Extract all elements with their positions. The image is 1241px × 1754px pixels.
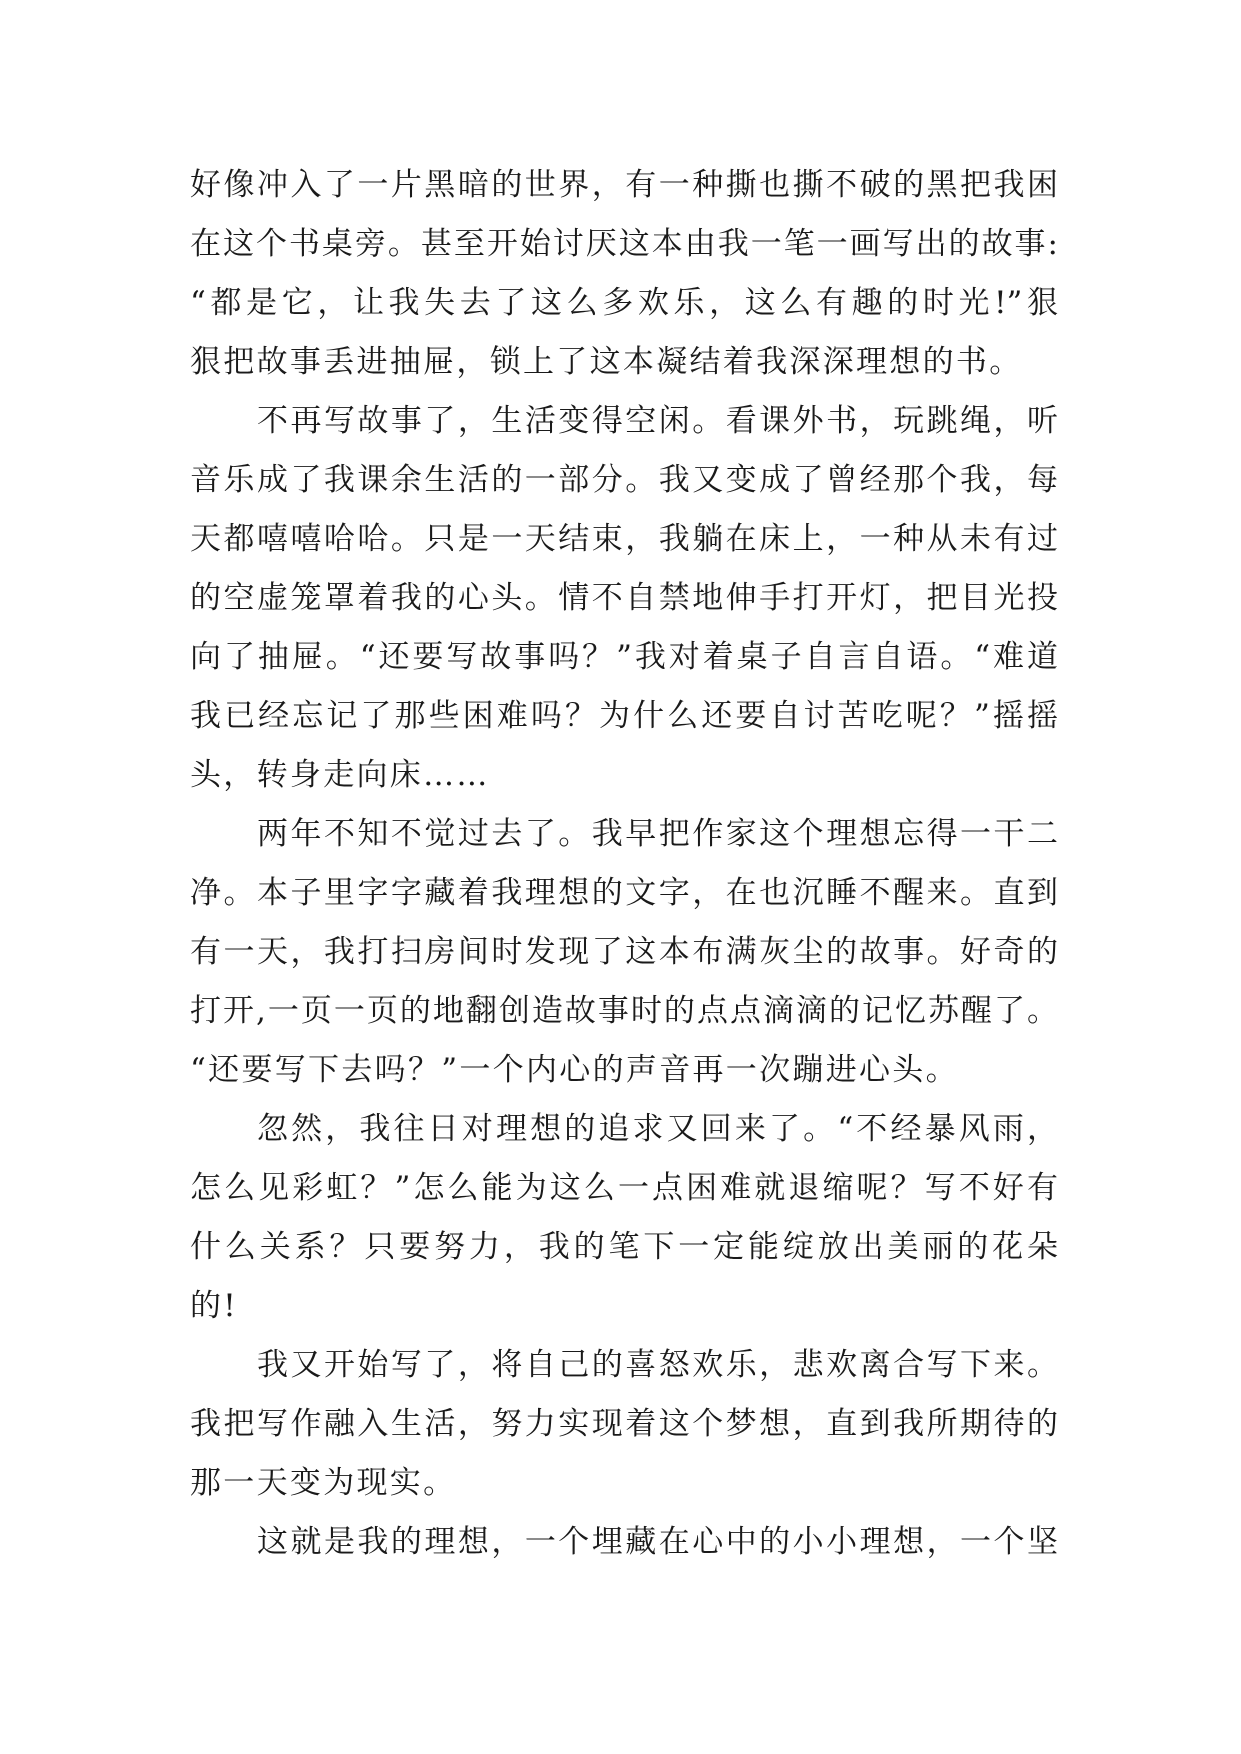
text-line: 的! — [190, 1288, 239, 1324]
text-line: 什么关系？只要努力，我的笔下一定能绽放出美丽的花朵 — [190, 1229, 1058, 1265]
text-line: 的空虚笼罩着我的心头。情不自禁地伸手打开灯，把目光投 — [190, 580, 1058, 616]
text-line: 那一天变为现实。 — [190, 1465, 457, 1501]
text-line: 音乐成了我课余生活的一部分。我又变成了曾经那个我，每 — [190, 462, 1058, 498]
paragraph — [190, 1100, 1058, 1336]
text-line: 两年不知不觉过去了。我早把作家这个理想忘得一干二 — [257, 816, 1058, 852]
text-line: 我已经忘记了那些困难吗？为什么还要自讨苦吃呢？”摇摇 — [190, 698, 1058, 734]
text-line: 净。本子里字字藏着我理想的文字，在也沉睡不醒来。直到 — [190, 875, 1058, 911]
text-line: 天都嘻嘻哈哈。只是一天结束，我躺在床上，一种从未有过 — [190, 521, 1058, 557]
paragraph — [190, 1336, 1058, 1513]
paragraph — [190, 156, 1058, 392]
paragraph — [190, 805, 1058, 1100]
text-line: 好像冲入了一片黑暗的世界，有一种撕也撕不破的黑把我困 — [190, 167, 1058, 203]
text-line: 打开,一页一页的地翻创造故事时的点点滴滴的记忆苏醒了。 — [190, 993, 1058, 1029]
text-line: 头，转身走向床…… — [190, 757, 490, 793]
text-line: 不再写故事了，生活变得空闲。看课外书，玩跳绳，听 — [257, 403, 1058, 439]
text-line: 这就是我的理想，一个埋藏在心中的小小理想，一个坚 — [257, 1524, 1058, 1560]
text-line: 我把写作融入生活，努力实现着这个梦想，直到我所期待的 — [190, 1406, 1058, 1442]
text-line: 狠把故事丢进抽屉，锁上了这本凝结着我深深理想的书。 — [190, 344, 1023, 380]
paragraph — [190, 392, 1058, 805]
text-line: 我又开始写了，将自己的喜怒欢乐，悲欢离合写下来。 — [257, 1347, 1058, 1383]
paragraph — [190, 1513, 1058, 1572]
text-line: 怎么见彩虹？”怎么能为这么一点困难就退缩呢？写不好有 — [190, 1170, 1058, 1206]
text-line: “都是它，让我失去了这么多欢乐，这么有趣的时光!”狠 — [190, 285, 1058, 321]
text-line: 向了抽屉。“还要写故事吗？”我对着桌子自言自语。“难道 — [190, 639, 1058, 675]
document-body — [190, 156, 1058, 1572]
text-line: 有一天，我打扫房间时发现了这本布满灰尘的故事。好奇的 — [190, 934, 1058, 970]
text-line: 在这个书桌旁。甚至开始讨厌这本由我一笔一画写出的故事: — [190, 226, 1058, 262]
text-line: “还要写下去吗？”一个内心的声音再一次蹦进心头。 — [190, 1052, 959, 1088]
text-line: 忽然，我往日对理想的追求又回来了。“不经暴风雨， — [257, 1111, 1058, 1147]
